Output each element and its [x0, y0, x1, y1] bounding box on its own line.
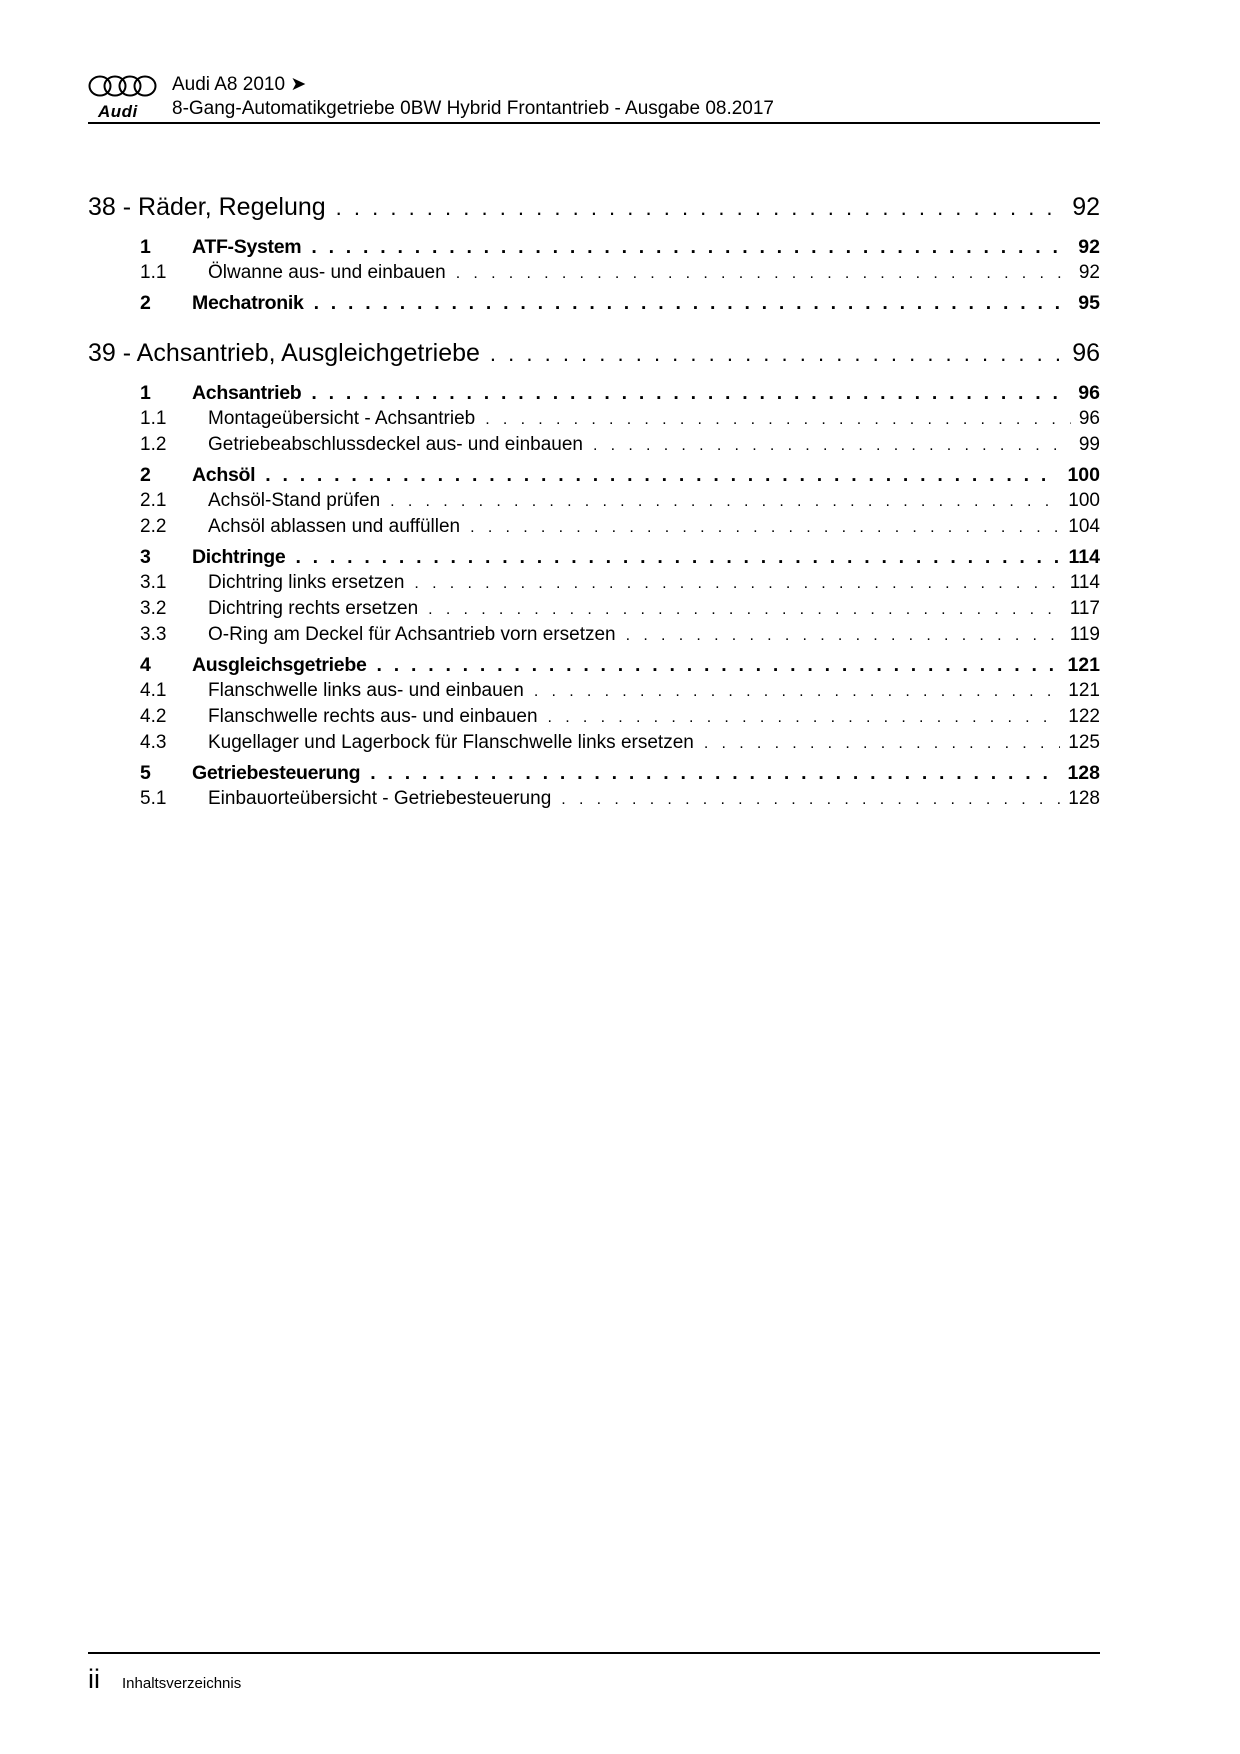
toc-entry-page: 100: [1067, 464, 1100, 486]
toc-subsection[interactable]: [88, 570, 1100, 596]
toc-entry-number: 1: [140, 382, 151, 404]
dot-leader: [265, 462, 1059, 488]
toc-entry-page: 114: [1068, 546, 1100, 568]
audi-rings-icon: [88, 74, 162, 100]
toc-entry-number: 1.2: [140, 434, 167, 455]
toc-section[interactable]: [88, 652, 1100, 678]
toc-entry-title: Dichtring rechts ersetzen: [208, 598, 419, 619]
page-number: ii: [88, 1664, 100, 1694]
dot-leader: [470, 515, 1060, 541]
dot-leader: [295, 544, 1060, 570]
toc-entry-title: Ölwanne aus- und einbauen: [208, 262, 446, 283]
toc-entry-page: 96: [1078, 382, 1100, 404]
toc-entry-number: 3: [140, 546, 151, 568]
toc-entry-title: Dichtringe: [192, 546, 286, 568]
toc-entry-number: 4.2: [140, 706, 167, 727]
toc-entry-number: 3.3: [140, 624, 167, 645]
toc-entry-page: 96: [1072, 339, 1100, 367]
toc-subsection[interactable]: [88, 786, 1100, 812]
toc-entry-page: 128: [1068, 788, 1100, 809]
dot-leader: [485, 407, 1071, 433]
toc-entry-page: 114: [1069, 572, 1100, 593]
toc-entry-page: 121: [1067, 654, 1100, 676]
toc-entry-number: 2.2: [140, 516, 167, 537]
toc-entry-title: Flanschwelle links aus- und einbauen: [208, 680, 524, 701]
document-subtitle: 8-Gang-Automatikgetriebe 0BW Hybrid Frontantrieb - Ausgabe 08.2017: [172, 98, 774, 119]
toc-subsection[interactable]: [88, 596, 1100, 622]
toc-entry-number: 4.1: [140, 680, 167, 701]
toc-chapter: [88, 336, 1100, 812]
toc-chapter-heading[interactable]: [88, 336, 1100, 370]
toc-section[interactable]: [88, 544, 1100, 570]
toc-entry-page: 95: [1078, 292, 1100, 314]
toc-section[interactable]: [88, 760, 1100, 786]
toc-entry-number: 3.2: [140, 598, 167, 619]
toc-entry-number: 2: [140, 292, 151, 314]
toc-entry-title: O-Ring am Deckel für Achsantrieb vorn ersetzen: [208, 624, 616, 645]
toc-entry-number: 4.3: [140, 732, 167, 753]
toc-entry-title: ATF-System: [192, 236, 302, 258]
toc-entry-page: 125: [1068, 732, 1100, 753]
dot-leader: [704, 731, 1060, 757]
toc-entry-number: 5: [140, 762, 151, 784]
dot-leader: [370, 760, 1059, 786]
toc-entry-page: 121: [1068, 680, 1100, 701]
audi-rings-logo: [88, 74, 162, 121]
toc-entry-number: 5.1: [140, 788, 167, 809]
toc-entry-title: Achsöl: [192, 464, 256, 486]
toc-entry-title: Einbauorteübersicht - Getriebesteuerung: [208, 788, 552, 809]
toc-entry-title: 39 - Achsantrieb, Ausgleichgetriebe: [88, 339, 480, 367]
toc-chapter: [88, 190, 1100, 316]
toc-subsection[interactable]: [88, 704, 1100, 730]
page-header: [88, 70, 1100, 124]
toc-entry-title: Mechatronik: [192, 292, 304, 314]
toc-entry-page: 92: [1072, 193, 1100, 221]
toc-entry-title: Ausgleichsgetriebe: [192, 654, 367, 676]
toc-subsection[interactable]: [88, 260, 1100, 286]
model-title: Audi A8 2010 ➤: [172, 74, 307, 95]
dot-leader: [390, 489, 1060, 515]
toc-subsection[interactable]: [88, 730, 1100, 756]
toc-entry-number: 4: [140, 654, 151, 676]
toc-subsection[interactable]: [88, 488, 1100, 514]
toc-entry-title: Getriebeabschlussdeckel aus- und einbauen: [208, 434, 583, 455]
toc-entry-page: 104: [1068, 516, 1100, 537]
dot-leader: [314, 290, 1071, 316]
dot-leader: [428, 597, 1062, 623]
toc-entry-page: 92: [1078, 236, 1100, 258]
toc-section[interactable]: [88, 380, 1100, 406]
toc-entry-page: 128: [1067, 762, 1100, 784]
toc-subsection[interactable]: [88, 622, 1100, 648]
toc-entry-number: 1: [140, 236, 151, 258]
dot-leader: [626, 623, 1062, 649]
toc-section[interactable]: [88, 462, 1100, 488]
toc-entry-title: Achsantrieb: [192, 382, 302, 404]
toc-entry-number: 1.1: [140, 408, 167, 429]
toc-entry-page: 117: [1069, 598, 1100, 619]
dot-leader: [414, 571, 1061, 597]
dot-leader: [336, 191, 1065, 225]
toc-entry-title: Kugellager und Lagerbock für Flanschwelle links ersetzen: [208, 732, 694, 753]
toc-entry-title: 38 - Räder, Regelung: [88, 193, 326, 221]
toc-entry-title: Getriebesteuerung: [192, 762, 361, 784]
toc-entry-page: 122: [1068, 706, 1100, 727]
dot-leader: [561, 787, 1060, 813]
dot-leader: [311, 380, 1070, 406]
toc-entry-title: Flanschwelle rechts aus- und einbauen: [208, 706, 538, 727]
toc-subsection[interactable]: [88, 514, 1100, 540]
dot-leader: [593, 433, 1071, 459]
toc-entry-page: 96: [1078, 408, 1100, 429]
dot-leader: [456, 261, 1071, 287]
dot-leader: [490, 337, 1064, 371]
toc-subsection[interactable]: [88, 432, 1100, 458]
toc-entry-number: 3.1: [140, 572, 167, 593]
toc-section[interactable]: [88, 290, 1100, 316]
toc-entry-title: Achsöl ablassen und auffüllen: [208, 516, 461, 537]
toc-chapter-heading[interactable]: [88, 190, 1100, 224]
toc-entry-title: Achsöl-Stand prüfen: [208, 490, 381, 511]
footer-divider: [88, 1652, 1100, 1654]
toc-entry-number: 2.1: [140, 490, 167, 511]
table-of-contents: [88, 190, 1100, 812]
dot-leader: [534, 679, 1060, 705]
toc-entry-page: 99: [1078, 434, 1100, 455]
toc-subsection[interactable]: [88, 678, 1100, 704]
toc-entry-page: 119: [1069, 624, 1100, 645]
logo-wordmark: Audi: [98, 102, 138, 121]
toc-entry-title: Dichtring links ersetzen: [208, 572, 405, 593]
toc-entry-number: 1.1: [140, 262, 167, 283]
toc-entry-page: 92: [1078, 262, 1100, 283]
toc-entry-number: 2: [140, 464, 151, 486]
toc-section[interactable]: [88, 234, 1100, 260]
dot-leader: [311, 234, 1070, 260]
toc-entry-page: 100: [1068, 490, 1100, 511]
dot-leader: [548, 705, 1061, 731]
dot-leader: [377, 652, 1060, 678]
toc-entry-title: Montageübersicht - Achsantrieb: [208, 408, 476, 429]
footer-section-title: Inhaltsverzeichnis: [122, 1675, 242, 1692]
toc-subsection[interactable]: [88, 406, 1100, 432]
